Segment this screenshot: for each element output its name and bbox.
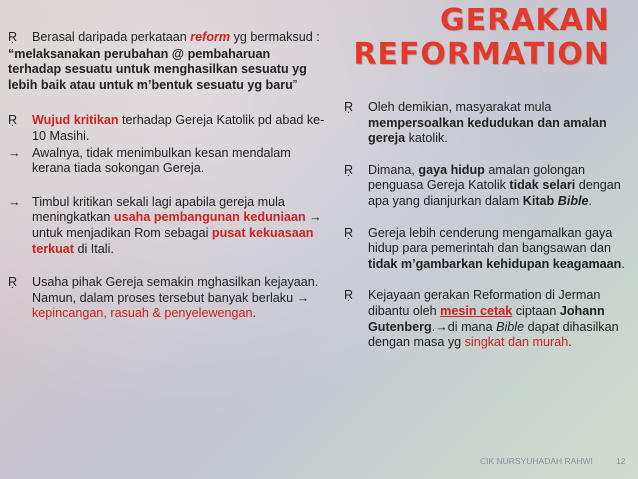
left-point-2: Ṛ Wujud kritikan terhadap Gereja Katolik pd abad ke-10 Masihi.: [8, 113, 325, 143]
bullet-icon: Ṛ: [8, 113, 18, 128]
bullet-icon: Ṛ: [8, 30, 18, 44]
left-point-3: Ṛ Usaha pihak Gereja semakin mghasilkan kejayaan. Namun, dalam proses tersebut banyak berlaku → kepincangan, rasuah & penyelewengan.: [8, 275, 319, 321]
footer-author: CIK NURSYUHADAH RAHWI: [480, 456, 593, 466]
left-column: [8, 30, 326, 336]
right-column: [344, 100, 632, 365]
right-point-4: Ṛ Kejayaan gerakan Reformation di Jerman dibantu oleh mesin cetak ciptaan Johann Gutenberg.→di mana Bible dapat dihasilkan dengan masa yg singkat dan murah.: [344, 288, 619, 350]
right-point-1: Ṛ Oleh demikian, masyarakat mula mempersoalkan kedudukan dan amalan gereja katolik.: [344, 100, 607, 146]
arrow-icon: →: [296, 290, 310, 305]
bullet-icon: Ṛ: [8, 275, 18, 290]
bullet-icon: Ṛ: [344, 162, 354, 177]
arrow-icon: →: [8, 194, 21, 209]
arrow-icon: →: [435, 319, 448, 334]
left-definition-quote: “melaksanakan perubahan @ pembaharuan terhadap sesuatu untuk menghasilkan sesuatu yg lebih baik atau untuk m’bentuk sesuatu yg baru”: [8, 46, 307, 92]
left-subpoint-1: → Awalnya, tidak menimbulkan kesan mendalam kerana tiada sokongan Gereja.: [8, 145, 291, 176]
arrow-icon: →: [309, 210, 322, 225]
term-reform: reform: [190, 30, 231, 44]
slide-title: [353, 4, 610, 72]
right-point-3: Ṛ Gereja lebih cenderung mengamalkan gaya hidup para pemerintah dan bangsawan dan tidak m’gambarkan kehidupan keagamaan.: [344, 225, 625, 271]
bullet-icon: Ṛ: [344, 100, 354, 114]
left-subpoint-2: → Timbul kritikan sekali lagi apabila gereja mula meningkatkan usaha pembangunan keduniaan → untuk menjadikan Rom sebagai pusat kekuasaan terkuat di Itali.: [8, 194, 322, 256]
left-point-1: Ṛ Berasal daripada perkataan reform yg bermaksud :: [8, 30, 320, 44]
bullet-icon: Ṛ: [344, 225, 354, 240]
bullet-icon: Ṛ: [344, 288, 354, 303]
arrow-icon: →: [8, 145, 21, 160]
right-point-2: Ṛ Dimana, gaya hidup amalan golongan penguasa Gereja Katolik tidak selari dengan apa yang dianjurkan dalam Kitab Bible.: [344, 162, 621, 208]
title-line-1: GERAKAN: [439, 3, 610, 38]
slide-number: 12: [616, 456, 626, 466]
title-line-2: REFORMATION: [353, 37, 610, 72]
